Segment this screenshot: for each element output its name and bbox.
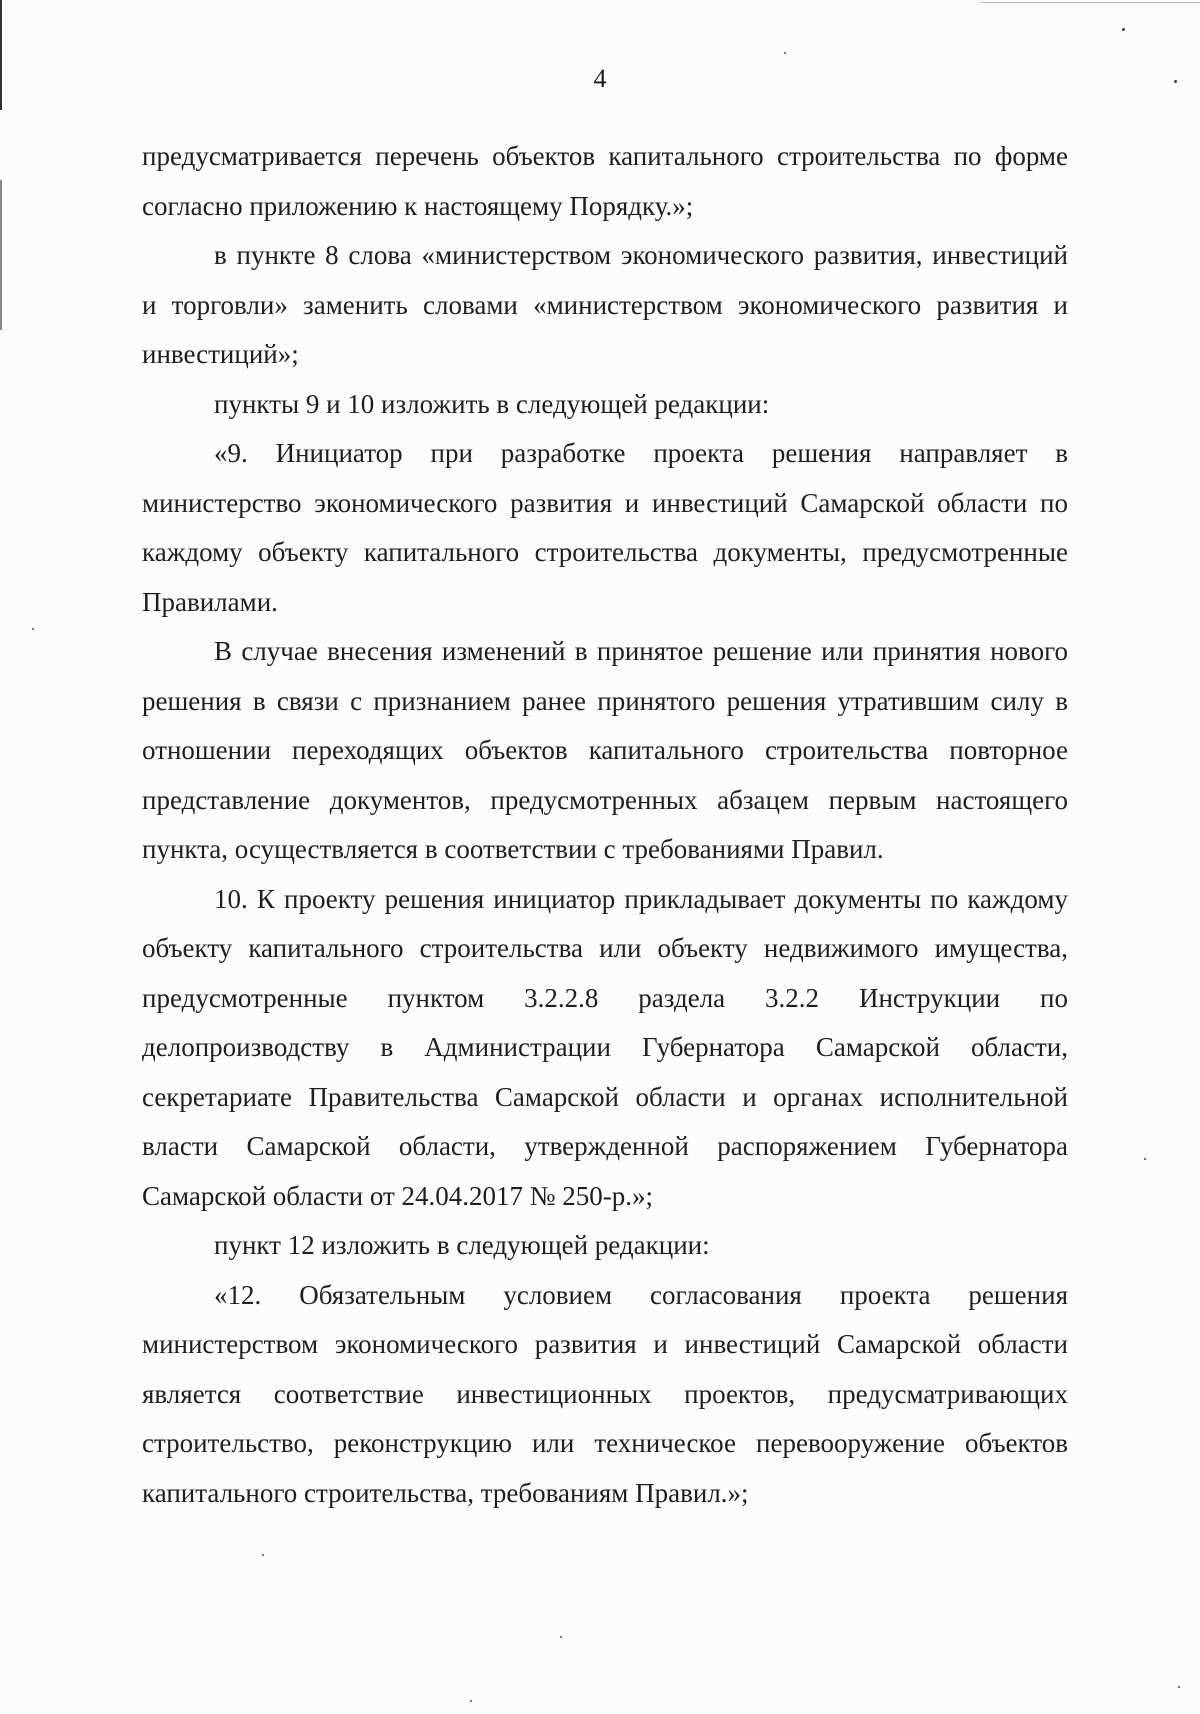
scan-speck <box>32 628 34 630</box>
scan-speck <box>1178 1686 1180 1688</box>
paragraph-continuation: предусматривается перечень объектов капитального строительства по форме согласно приложению к настоящему Порядку.»; <box>142 141 1068 221</box>
page-number: 4 <box>593 64 607 93</box>
paragraph-amendment-point-8: в пункте 8 слова «министерством экономического развития, инвестиций и торговли» заменить словами «министерством экономического развития и инвестиций»; <box>142 240 1068 369</box>
paragraph-point-9-changes: В случае внесения изменений в принятое решение или принятия нового решения в связи с признанием ранее принятого решения утратившим силу в отношении переходящих объектов капитального строительства повторное представление документов, предусмотренных абзацем первым настоящего пункта, осуществляется в соответствии с требованиями Правил. <box>142 636 1068 864</box>
scan-speck <box>1144 1158 1146 1160</box>
paragraph-point-12: «12. Обязательным условием согласования проекта решения министерством экономического развития и инвестиций Самарской области является соответствие инвестиционных проектов, предусматривающих строительство, реконструкцию или техническое перевооружение объектов капитального строительства, требованиям Правил.»; <box>142 1279 1068 1508</box>
scan-edge-mark <box>980 2 1200 3</box>
scan-speck <box>262 1554 264 1556</box>
paragraph-point-9: «9. Инициатор при разработке проекта решения направляет в министерство экономического развития и инвестиций Самарской области по каждому объекту капитального строительства документы, предусмотренные Правилами. <box>142 438 1068 617</box>
scan-speck <box>560 1636 562 1638</box>
document-body <box>142 132 1068 1518</box>
paragraph-points-9-10-intro: пункты 9 и 10 изложить в следующей редакции: <box>214 388 770 419</box>
paragraph-point-12-intro: пункт 12 изложить в следующей редакции: <box>214 1230 710 1260</box>
scan-speck <box>470 1700 472 1702</box>
paragraph-point-10: 10. К проекту решения инициатор прикладывает документы по каждому объекту капитального строительства или объекту недвижимого имущества, предусмотренные пунктом 3.2.2.8 раздела 3.2.2 Инструкции по делопроизводству в Администрации Губернатора Самарской области, секретариате Правительства Самарской области и органах исполнительной власти Самарской области, утвержденной распоряжением Губернатора Самарской области от 24.04.2017 № 250-р.»; <box>142 883 1068 1211</box>
scan-edge-mark <box>0 180 2 330</box>
scan-speck <box>784 52 786 54</box>
scan-speck <box>1122 28 1125 31</box>
